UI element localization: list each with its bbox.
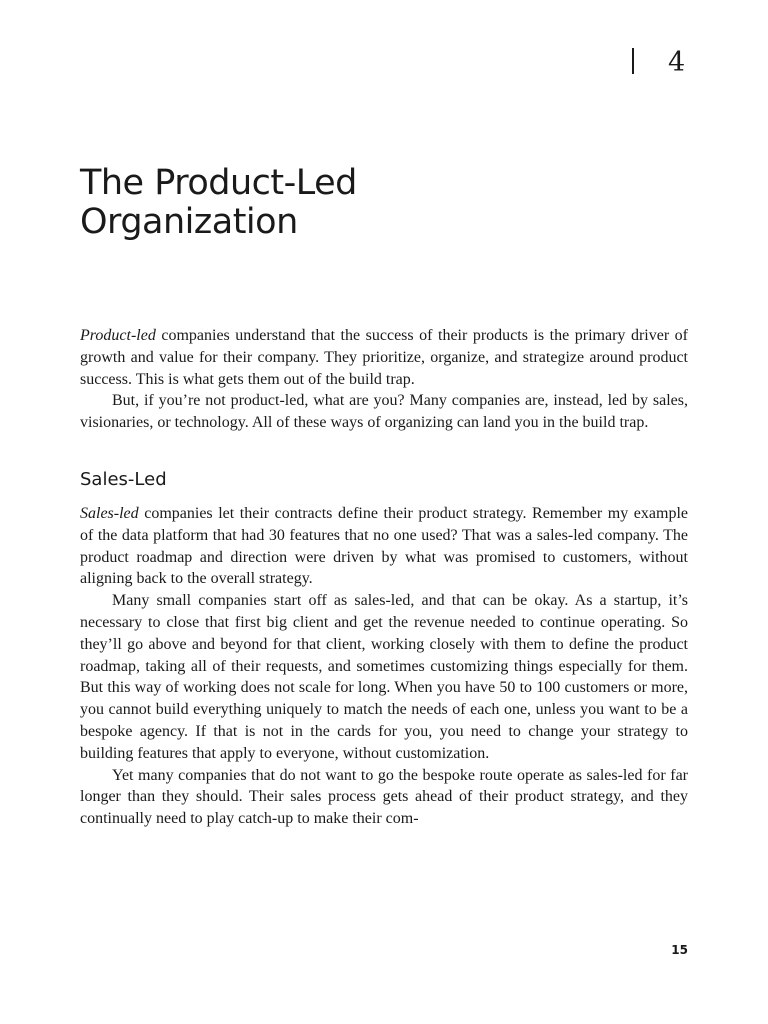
- sales-led-paragraph-2: Many small companies start off as sales-led, and that can be okay. As a startup, it’s necessary to close that first big client and get the revenue needed to continue operating. So they’ll go above and beyond for that client, working closely with them to define the product roadmap, taking all of their requests, and sometimes customizing things especially for them. But this way of working does not scale for long. When you have 50 to 100 customers or more, you cannot build everything uniquely to match the needs of each one, unless you want to be a bespoke agency. If that is not in the cards for you, you need to change your strategy to building features that apply to everyone, without customization.: [80, 592, 688, 762]
- sales-led-body: [80, 503, 688, 830]
- chapter-marker: [630, 44, 710, 84]
- sales-led-paragraph-1: [80, 503, 688, 590]
- intro-paragraph-2: But, if you’re not product-led, what are you? Many companies are, instead, led by sales, visionaries, or technology. All of these ways of organizing can land you in the build trap.: [80, 392, 688, 432]
- sales-led-term: Sales-led: [80, 505, 139, 522]
- chapter-number: 4: [668, 47, 686, 78]
- chapter-divider-rule: [632, 48, 634, 74]
- chapter-title: [80, 164, 700, 242]
- page-number: 15: [671, 943, 688, 957]
- chapter-title-line-1: The Product-Led: [80, 163, 357, 203]
- chapter-title-line-2: Organization: [80, 202, 298, 242]
- section-heading: Sales-Led: [80, 469, 167, 490]
- intro-body: [80, 325, 688, 434]
- sales-led-paragraph-1-text: companies let their contracts define their product strategy. Remember my example of the data platform that had 30 features that no one used? That was a sales-led company. The product roadmap and direction were driven by what was promised to customers, without aligning back to the overall strategy.: [80, 505, 688, 588]
- sales-led-paragraph-3: Yet many companies that do not want to go the bespoke route operate as sales-led for far longer than they should. Their sales process gets ahead of their product strategy, and they continually need to play catch-up to make their com-: [80, 766, 688, 828]
- intro-paragraph-1: [80, 325, 688, 390]
- intro-paragraph-1-text: companies understand that the success of their products is the primary driver of growth and value for their company. They prioritize, organize, and strategize around product success. This is what gets them out of the build trap.: [80, 327, 688, 388]
- product-led-term: Product-led: [80, 327, 156, 344]
